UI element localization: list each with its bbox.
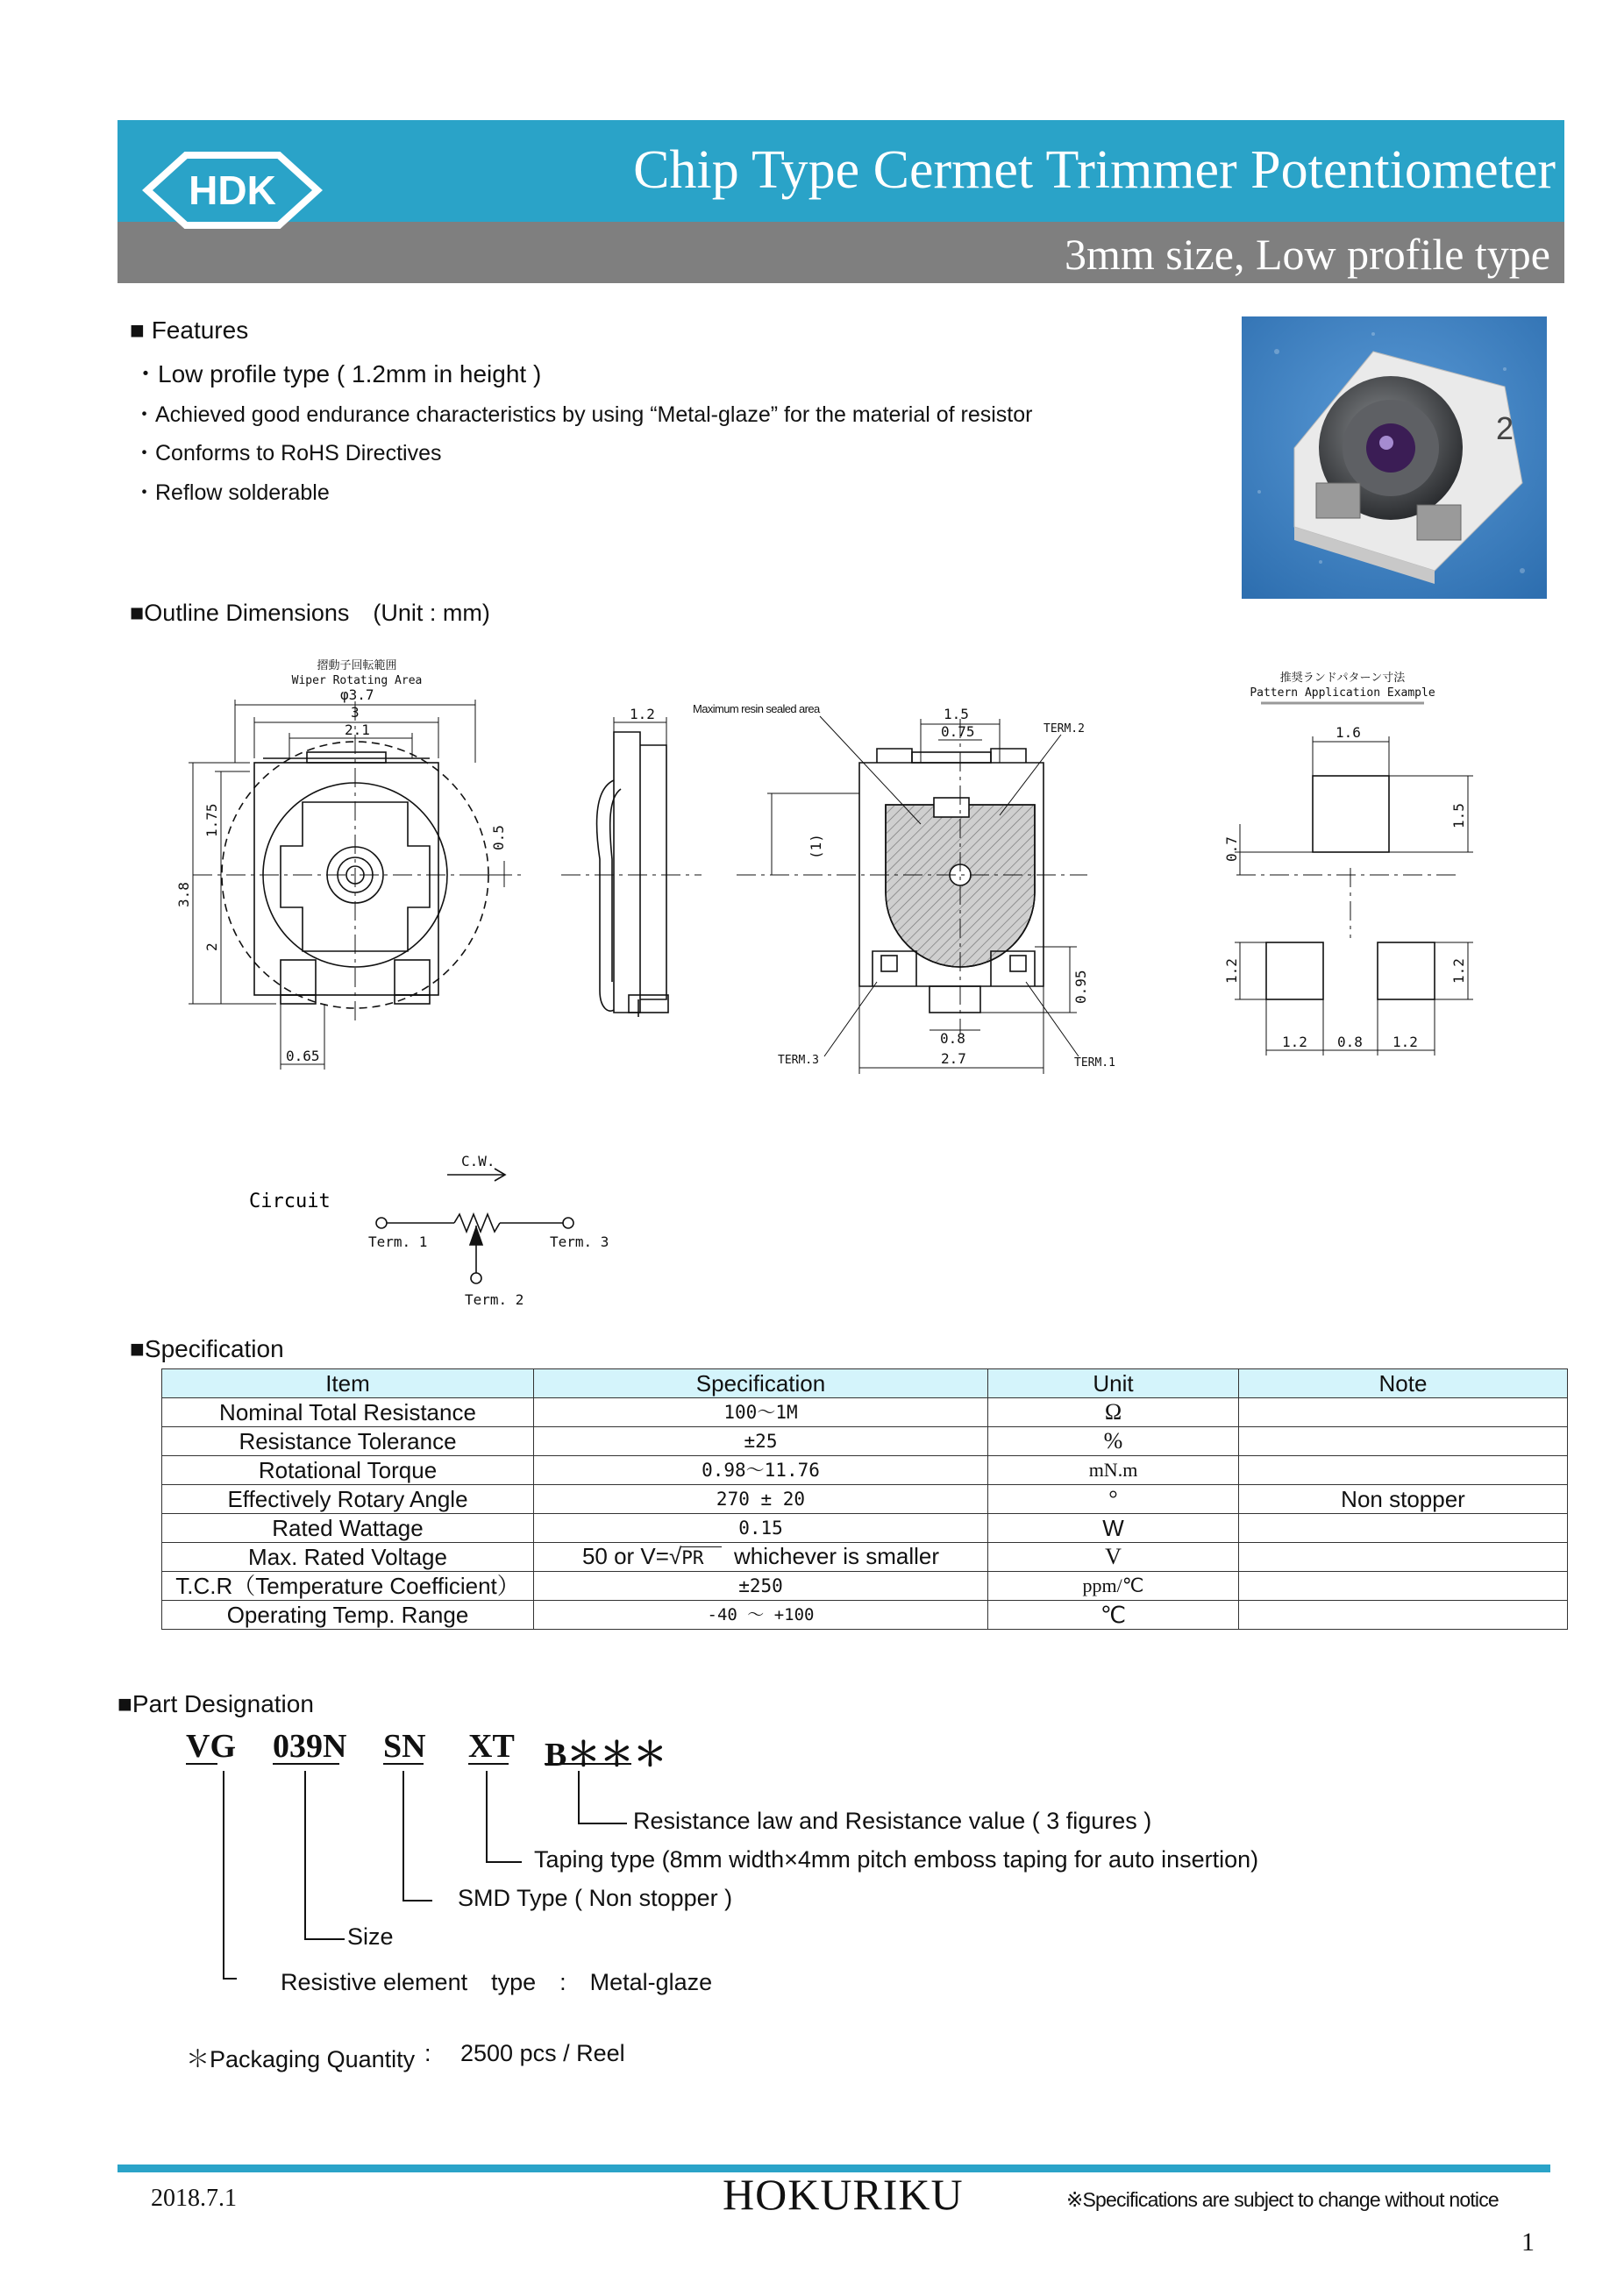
land-dim-bottom-3: 1.2 (1393, 1034, 1418, 1050)
outline-heading: ■Outline Dimensions (Unit : mm) (130, 600, 490, 626)
designation-desc-taping: Taping type (8mm width×4mm pitch emboss taping for auto insertion) (534, 1846, 1259, 1873)
feature-item: ・Reflow solderable (133, 480, 330, 505)
feature-item: ・Conforms to RoHS Directives (133, 441, 442, 466)
table-row (162, 1543, 1568, 1572)
footer-brand: HOKURIKU (723, 2170, 964, 2219)
resin-area-label: Maximum resin sealed area (693, 702, 820, 715)
cell-note (1239, 1398, 1568, 1427)
cell-item: Nominal Total Resistance (162, 1398, 534, 1427)
table-row (162, 1427, 1568, 1456)
voltage-suffix: whichever is smaller (733, 1543, 940, 1569)
cell-unit: V (988, 1543, 1239, 1572)
cell-note (1239, 1427, 1568, 1456)
cell-spec: 100～1M (534, 1398, 988, 1427)
part-designation-heading: ■Part Designation (118, 1690, 314, 1717)
logo-text: HDK (189, 167, 276, 213)
cell-note (1239, 1456, 1568, 1485)
table-header-row (162, 1369, 1568, 1398)
cell-note (1239, 1543, 1568, 1572)
cell-spec: -40 ～ +100 (534, 1601, 988, 1630)
col-header-specification: Specification (534, 1369, 988, 1398)
footer-date: 2018.7.1 (151, 2185, 237, 2212)
dim-side-1-2: 1.2 (630, 706, 655, 722)
cell-note: Non stopper (1239, 1485, 1568, 1514)
dim-1-75: 1.75 (203, 803, 220, 837)
cell-spec: 0.15 (534, 1514, 988, 1543)
table-row (162, 1456, 1568, 1485)
designation-desc-smd: SMD Type ( Non stopper ) (458, 1885, 733, 1911)
cell-unit: Ω (988, 1398, 1239, 1427)
designation-desc-element: Resistive element type : Metal-glaze (281, 1969, 713, 1995)
table-row (162, 1572, 1568, 1601)
cell-note (1239, 1572, 1568, 1601)
cell-item: Operating Temp. Range (162, 1601, 534, 1630)
dim-back-1: (1) (808, 834, 824, 859)
cell-unit: mN.m (988, 1456, 1239, 1485)
features-heading: ■ Features (130, 316, 249, 344)
page-subtitle: 3mm size, Low profile type (1064, 230, 1550, 279)
code-xt: XT (468, 1728, 515, 1765)
cell-spec: ±250 (534, 1572, 988, 1601)
term1-circuit-label: Term. 1 (368, 1233, 428, 1250)
table-row (162, 1398, 1568, 1427)
land-dim-bottom-2: 0.8 (1337, 1034, 1363, 1050)
feature-item: ・Low profile type ( 1.2mm in height ) (133, 360, 542, 387)
spec-heading: ■Specification (130, 1335, 284, 1362)
dim-back-0-75: 0.75 (941, 723, 975, 740)
designation-desc-size: Size (347, 1923, 394, 1950)
term2-circuit-label: Term. 2 (465, 1291, 524, 1308)
cell-note (1239, 1601, 1568, 1630)
table-row (162, 1485, 1568, 1514)
cell-item: Max. Rated Voltage (162, 1543, 534, 1572)
term2-label: TERM.2 (1043, 722, 1085, 736)
cell-item: Resistance Tolerance (162, 1427, 534, 1456)
cw-label: C.W. (461, 1153, 495, 1169)
svg-text:2: 2 (1496, 410, 1514, 446)
page-header (118, 120, 1564, 283)
code-vg: VG (186, 1728, 236, 1765)
cell-unit: W (988, 1514, 1239, 1543)
table-row (162, 1514, 1568, 1543)
page-number: 1 (1521, 2228, 1535, 2257)
wiper-label-jp: 摺動子回転範囲 (317, 659, 397, 672)
outline-drawing (158, 649, 1508, 1315)
term1-label: TERM.1 (1074, 1056, 1115, 1070)
spec-table (161, 1368, 1568, 1630)
col-header-item: Item (162, 1369, 534, 1398)
hdk-logo-icon (140, 146, 324, 234)
page-title: Chip Type Cermet Trimmer Potentiometer (633, 140, 1556, 200)
land-dim-1-2-right: 1.2 (1450, 958, 1467, 984)
cell-item: Rotational Torque (162, 1456, 534, 1485)
term3-label: TERM.3 (778, 1054, 819, 1067)
col-header-note: Note (1239, 1369, 1568, 1398)
dim-0-65: 0.65 (286, 1048, 320, 1064)
dim-3: 3 (351, 704, 360, 721)
land-title-en: Pattern Application Example (1250, 686, 1435, 700)
term3-circuit-label: Term. 3 (550, 1233, 609, 1250)
cell-unit: ppm/℃ (988, 1572, 1239, 1601)
dim-3-8: 3.8 (175, 882, 192, 907)
circuit-label: Circuit (249, 1191, 331, 1212)
voltage-prefix: 50 or V=√ (581, 1543, 682, 1569)
cell-spec: 0.98～11.76 (534, 1456, 988, 1485)
dim-phi: φ3.7 (340, 686, 374, 703)
col-header-unit: Unit (988, 1369, 1239, 1398)
cell-spec: 270 ± 20 (534, 1485, 988, 1514)
voltage-root: PR (681, 1546, 721, 1568)
cell-note (1239, 1514, 1568, 1543)
cell-item: T.C.R（Temperature Coefficient） (162, 1572, 534, 1601)
dim-back-0-95: 0.95 (1072, 970, 1089, 1004)
code-sn: SN (383, 1728, 426, 1765)
cell-spec: ±25 (534, 1427, 988, 1456)
table-row (162, 1601, 1568, 1630)
feature-item: ・Achieved good endurance characteristics by using “Metal-glaze” for the material of resistor (133, 402, 1033, 427)
packaging-label: ＊Packaging Quantity (186, 2046, 416, 2072)
footer-note: ※Specifications are subject to change without notice (1066, 2188, 1499, 2211)
product-photo (1242, 316, 1547, 599)
cell-unit: ° (988, 1485, 1239, 1514)
dim-back-2-7: 2.7 (941, 1050, 966, 1067)
cell-unit: ℃ (988, 1601, 1239, 1630)
land-dim-0-7: 0.7 (1223, 836, 1240, 862)
dim-2-1: 2.1 (345, 721, 370, 738)
designation-desc-resistance: Resistance law and Resistance value ( 3 figures ) (633, 1808, 1152, 1834)
code-039n: 039N (273, 1728, 347, 1765)
land-dim-1-5: 1.5 (1450, 803, 1467, 828)
code-b: B＊＊＊ (545, 1737, 667, 1774)
wiper-label-en: Wiper Rotating Area (291, 674, 423, 687)
cell-unit: % (988, 1427, 1239, 1456)
dim-2: 2 (203, 942, 220, 951)
dim-0-5: 0.5 (490, 825, 507, 850)
dim-back-1-5: 1.5 (944, 706, 969, 722)
cell-item: Rated Wattage (162, 1514, 534, 1543)
designation-leader-lines (175, 1762, 666, 1990)
land-dim-1-2-left: 1.2 (1223, 958, 1240, 984)
land-dim-1-6: 1.6 (1336, 724, 1361, 741)
packaging-separator: : (424, 2040, 431, 2066)
cell-item: Effectively Rotary Angle (162, 1485, 534, 1514)
land-title-jp: 推奨ランドパターン寸法 (1279, 672, 1406, 685)
packaging-value: 2500 pcs / Reel (460, 2040, 625, 2066)
cell-spec (534, 1543, 988, 1572)
dim-back-0-8: 0.8 (940, 1030, 965, 1047)
land-dim-bottom-1: 1.2 (1282, 1034, 1307, 1050)
